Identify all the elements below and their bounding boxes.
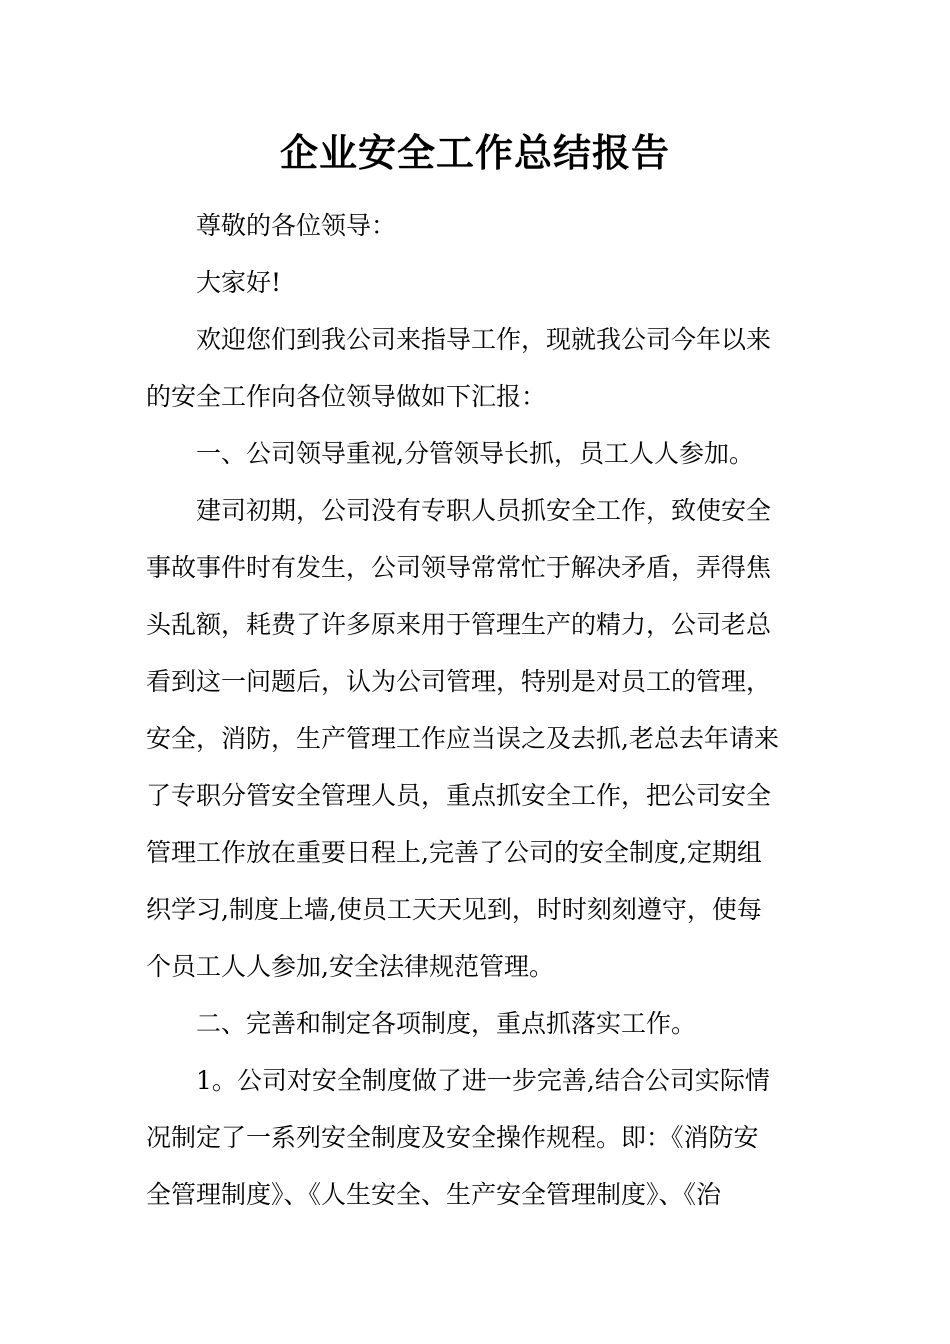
text-line: 全管理制度》、《人生安全、生产安全管理制度》、《治: [146, 1180, 722, 1209]
salutation-line: 大家好!: [196, 268, 282, 297]
text-line: 管理工作放在重要日程上,完善了公司的安全制度,定期组: [146, 838, 762, 867]
text-line: 况制定了一系列安全制度及安全操作规程。即：《消防安: [146, 1123, 759, 1152]
text-line: 事故事件时有发生，公司领导常常忙于解决矛盾，弄得焦: [146, 553, 772, 582]
section-heading-2: 二、完善和制定各项制度，重点抓落实工作。: [196, 1009, 697, 1038]
text-line: 欢迎您们到我公司来指导工作，现就我公司今年以来: [196, 325, 772, 354]
text-line: 织学习,制度上墙,使员工天天见到，时时刻刻遵守，使每: [146, 895, 762, 924]
text-line: 安全，消防，生产管理工作应当误之及去抓,老总去年请来: [146, 724, 779, 753]
greeting-line: 尊敬的各位领导：: [196, 211, 397, 240]
text-line: 头乱额，耗费了许多原来用于管理生产的精力，公司老总: [146, 610, 772, 639]
text-line: 了专职分管安全管理人员，重点抓安全工作，把公司安全: [146, 781, 772, 810]
document-title: 企业安全工作总结报告: [279, 130, 670, 175]
text-line: 的安全工作向各位领导做如下汇报：: [146, 382, 547, 411]
text-line: 个员工人人参加,安全法律规范管理。: [146, 952, 554, 981]
section-heading-1: 一、公司领导重视,分管领导长抓，员工人人参加。: [196, 439, 754, 468]
text-line: 看到这一问题后，认为公司管理，特别是对员工的管理，: [146, 667, 772, 696]
text-line: 建司初期，公司没有专职人员抓安全工作，致使安全: [196, 496, 772, 525]
text-line: 1。公司对安全制度做了进一步完善,结合公司实际情: [196, 1066, 770, 1095]
